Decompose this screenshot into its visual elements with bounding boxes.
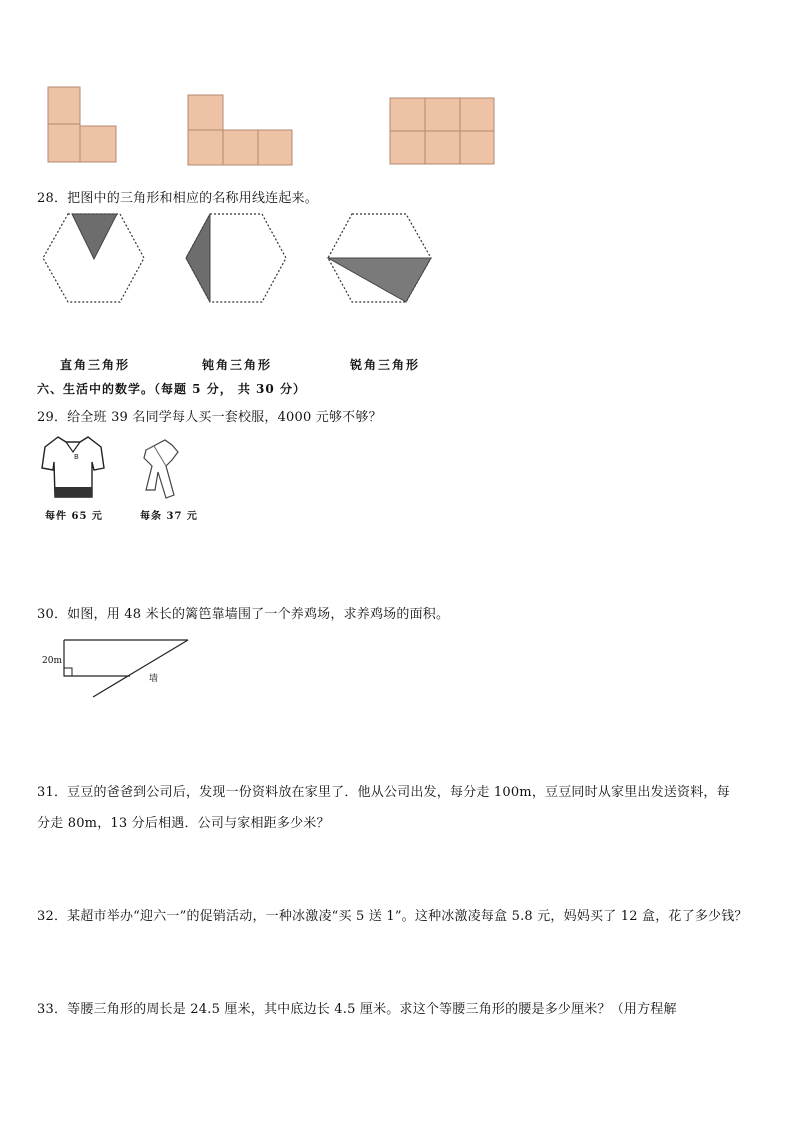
question-31-line1: [37, 781, 730, 800]
question-number: 32．: [37, 909, 68, 924]
question-text: 把图中的三角形和相应的名称用线连起来。: [67, 191, 318, 206]
label-right-triangle: 直角三角形: [60, 358, 131, 372]
question-number: 33．: [37, 1002, 68, 1017]
question-text: 等腰三角形的周长是 24.5 厘米，其中底边长 4.5 厘米。求这个等腰三角形的腰是多少厘米？（用方程解: [67, 1002, 677, 1017]
wall-label: 墙: [149, 674, 159, 684]
question-number: 31．: [37, 785, 68, 800]
label-acute-triangle: 锐角三角形: [350, 358, 421, 372]
shirt-price: 每件 65 元: [45, 511, 103, 522]
question-number: 30．: [37, 607, 68, 622]
question-number: 28．: [37, 191, 68, 206]
svg-text:B: B: [74, 453, 79, 461]
label-obtuse-triangle: 钝角三角形: [202, 358, 273, 372]
side-length-label: 20m: [42, 656, 62, 666]
section-heading: 六、生活中的数学。（每题 5 分， 共 30 分）: [37, 382, 306, 396]
question-text: 给全班 39 名同学每人买一套校服，4000 元够不够？: [67, 410, 382, 425]
question-31-line2: 分走 80m，13 分后相遇．公司与家相距多少米？: [37, 816, 330, 831]
question-text: 如图，用 48 米长的篱笆靠墙围了一个养鸡场，求养鸡场的面积。: [67, 607, 450, 622]
question-32: [37, 905, 748, 924]
question-33: [37, 998, 677, 1017]
pants-price: 每条 37 元: [140, 511, 198, 522]
question-number: 29．: [37, 410, 68, 425]
question-text: 豆豆的爸爸到公司后，发现一份资料放在家里了．他从公司出发，每分走 100m，豆豆同时从家里出发送资料，每: [67, 785, 730, 800]
question-text: 某超市举办“迎六一”的促销活动，一种冰激凌“买 5 送 1”。这种冰激凌每盒 5.8 元，妈妈买了 12 盒，花了多少钱？: [67, 909, 748, 924]
